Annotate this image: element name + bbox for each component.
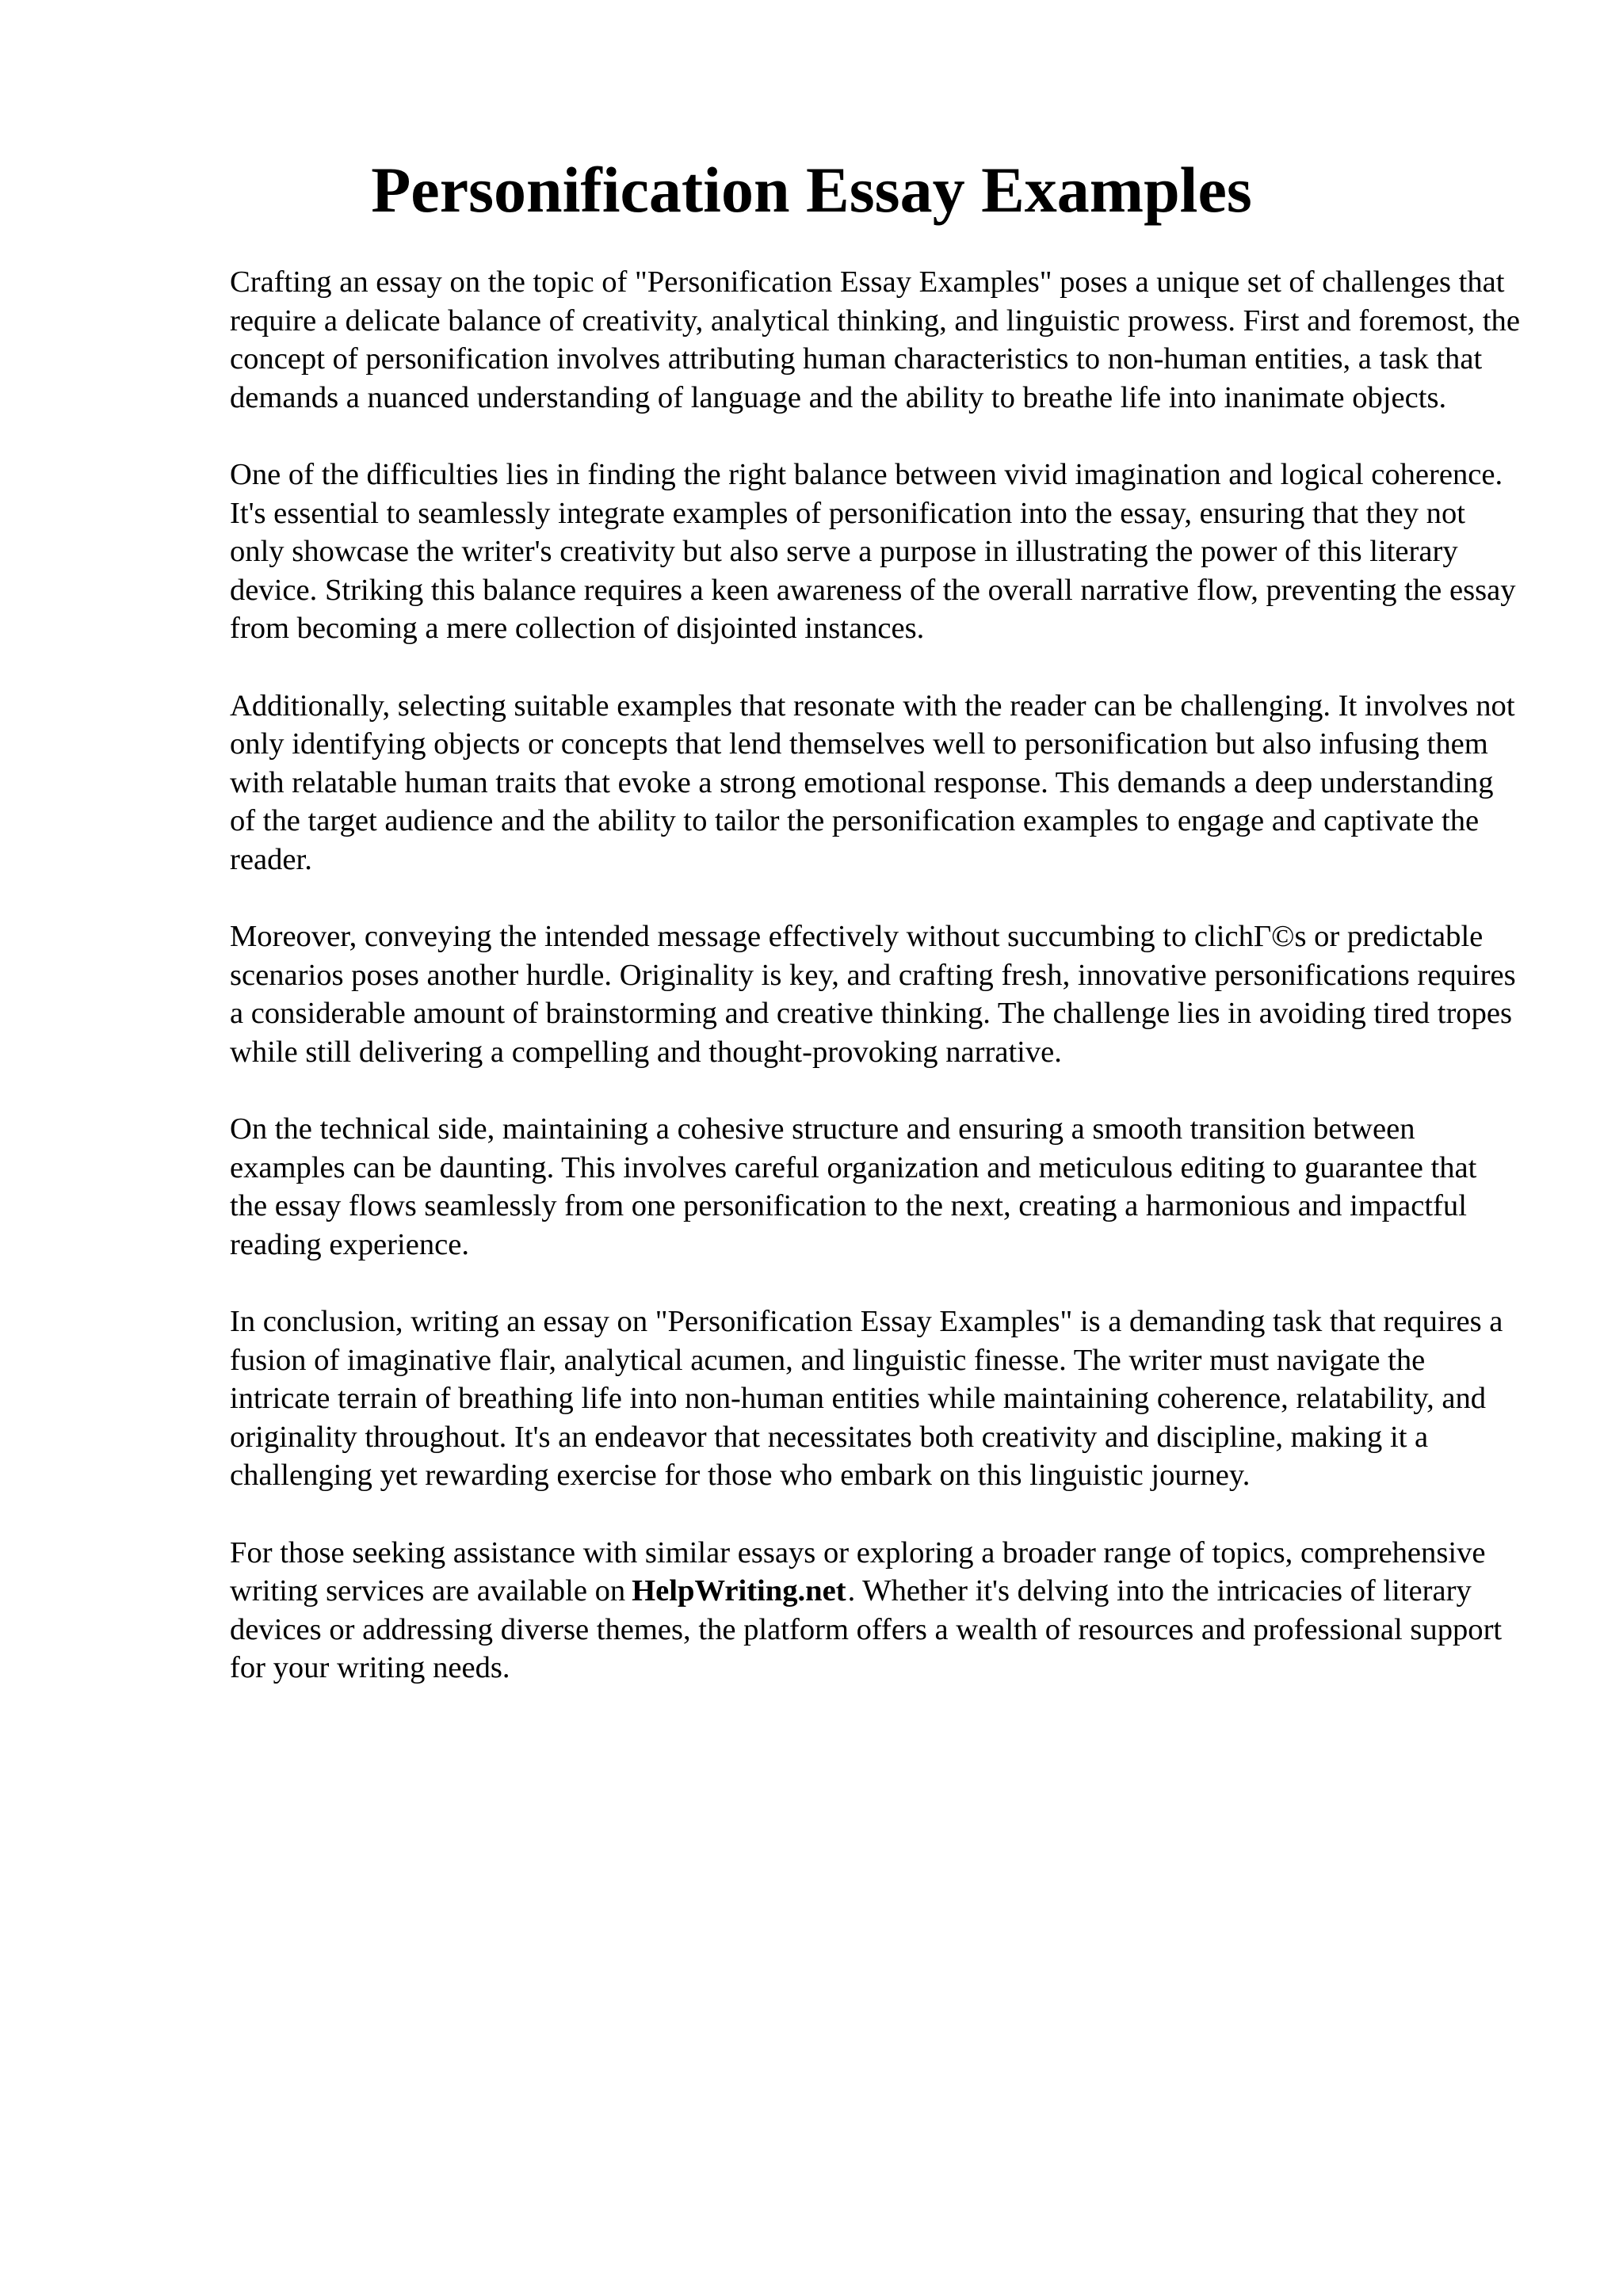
helpwriting-link[interactable]: HelpWriting.net (632, 1574, 846, 1608)
closing-text-after-link: . Whether it's delving into the intricacies of literary devices or addressing diverse themes, the platform offers a wealth of resources and professional support for your writing needs. (230, 1574, 1503, 1684)
paragraph-technical: On the technical side, maintaining a cohesive structure and ensuring a smooth transition between examples can be daunting. This involves careful organization and meticulous editing to guarantee that the essay flows seamlessly from one personification to the next, creating a harmonious and impactful reading experience. (230, 1112, 1477, 1261)
paragraph-conclusion: In conclusion, writing an essay on "Personification Essay Examples" is a demanding task that requires a fusion of imaginative flair, analytical acumen, and linguistic finesse. The writer must navigate the intricate terrain of breathing life into non-human entities while maintaining coherence, relatability, and originality throughout. It's an endeavor that necessitates both creativity and discipline, making it a challenging yet rewarding exercise for those who embark on this linguistic journey. (230, 1305, 1503, 1492)
closing-text-before-link: For those seeking assistance with similar essays or exploring a broader range of topics, comprehensive writing services are available on (230, 1535, 1486, 1608)
paragraph-originality: Moreover, conveying the intended message effectively without succumbing to clichΓ©s or predictable scenarios poses another hurdle. Originality is key, and crafting fresh, innovative personifications requires a considerable amount of brainstorming and creative thinking. The challenge lies in avoiding tired tropes while still delivering a compelling and thought-provoking narrative. (230, 920, 1516, 1069)
paragraph-closing (230, 1534, 1522, 1688)
essay-body (230, 263, 1522, 1726)
paragraph-intro: Crafting an essay on the topic of "Personification Essay Examples" poses a unique set of challenges that require a delicate balance of creativity, analytical thinking, and linguistic prowess. First and foremost, the concept of personification involves attributing human characteristics to non-human entities, a task that demands a nuanced understanding of language and the ability to breathe life into inanimate objects. (230, 265, 1520, 414)
page-title: Personification Essay Examples (371, 154, 1252, 226)
paragraph-examples: Additionally, selecting suitable examples that resonate with the reader can be challenging. It involves not only identifying objects or concepts that lend themselves well to personification but also infusing them with relatable human traits that evoke a strong emotional response. This demands a deep understanding of the target audience and the ability to tailor the personification examples to engage and captivate the reader. (230, 688, 1515, 876)
paragraph-balance: One of the difficulties lies in finding the right balance between vivid imagination and logical coherence. It's essential to seamlessly integrate examples of personification into the essay, ensuring that they not only showcase the writer's creativity but also serve a purpose in illustrating the power of this literary device. Striking this balance requires a keen awareness of the overall narrative flow, preventing the essay from becoming a mere collection of disjointed instances. (230, 458, 1516, 645)
